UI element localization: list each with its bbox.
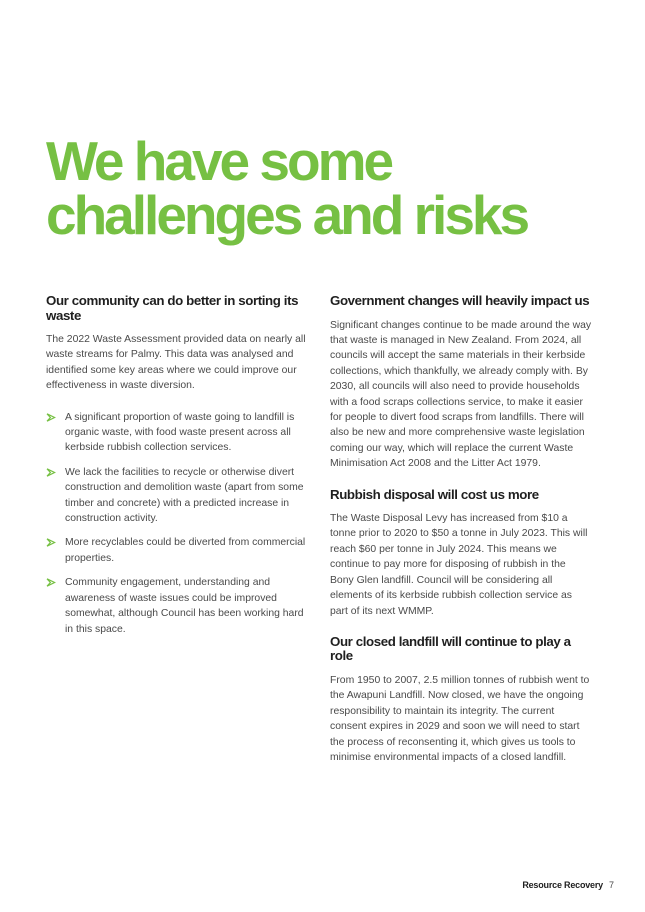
list-item-text: More recyclables could be diverted from commercial properties. [65,537,306,564]
section-body-disposal-cost: The Waste Disposal Levy has increased from $10 a tonne prior to 2020 to $50 a tonne in July 2023. This will reach $60 per tonne in July 2024. This means we continue to pay more for disposing of rubbish in the Bony Glen landfill. Council will be considering all elements of its kerbside rubbish collection service as part of its next WMMP. [330,513,588,617]
section-heading-closed-landfill: Our closed landfill will continue to play a role [330,633,571,664]
right-column [330,294,592,781]
chevron-arrow-right-icon [46,413,56,422]
footer-section-name: Resource Recovery [522,880,603,890]
list-item [46,465,308,527]
page-title-line-1: We have some [46,130,392,192]
chevron-arrow-right-icon [46,578,56,587]
list-item [46,575,308,637]
section-heading-sorting: Our community can do better in sorting its waste [46,293,299,323]
chevron-arrow-right-icon [46,468,56,477]
key-areas-list [46,410,308,637]
page-title [46,130,606,246]
section-heading-government: Government changes will heavily impact us [330,293,590,308]
page-footer [522,880,614,891]
list-item [46,410,308,456]
page-title-line-2: challenges and risks [46,184,528,246]
list-item [46,535,308,566]
chevron-arrow-right-icon [46,538,56,547]
left-column [46,294,308,646]
page-number: 7 [608,880,614,890]
section-intro-sorting: The 2022 Waste Assessment provided data on nearly all waste streams for Palmy. This data was analysed and identified some key areas where we could improve our effectiveness in waste diversion. [46,334,306,392]
list-item-text: A significant proportion of waste going to landfill is organic waste, with food waste present across all kerbside rubbish collection services. [65,411,295,454]
section-body-government: Significant changes continue to be made around the way that waste is managed in New Zealand. From 2024, all councils will accept the same materials in their kerbside collections, which thankfully, we already comply with. By 2030, all councils will also need to provide households with a food scraps collections service, to make it easier for people to divert food scraps from landfills. There will also be new and more comprehensive waste legislation coming our way, which will replace the current Waste Minimisation Act 2008 and the Litter Act 1979. [330,319,592,470]
list-item-text: We lack the facilities to recycle or otherwise divert construction and demolition waste (apart from some timber and concrete) with a predicted increase in construction activity. [65,466,304,525]
list-item-text: Community engagement, understanding and awareness of waste issues could be improved somewhat, although Council has been working hard in this space. [65,577,304,635]
section-body-closed-landfill: From 1950 to 2007, 2.5 million tonnes of rubbish went to the Awapuni Landfill. Now closed, we have the ongoing responsibility to maintain its integrity. The current consent expires in 2029 and soon we will need to start the process of reconsenting it, which gives us tools to minimise environmental impacts of a closed landfill. [330,674,590,763]
section-heading-disposal-cost: Rubbish disposal will cost us more [330,486,539,502]
